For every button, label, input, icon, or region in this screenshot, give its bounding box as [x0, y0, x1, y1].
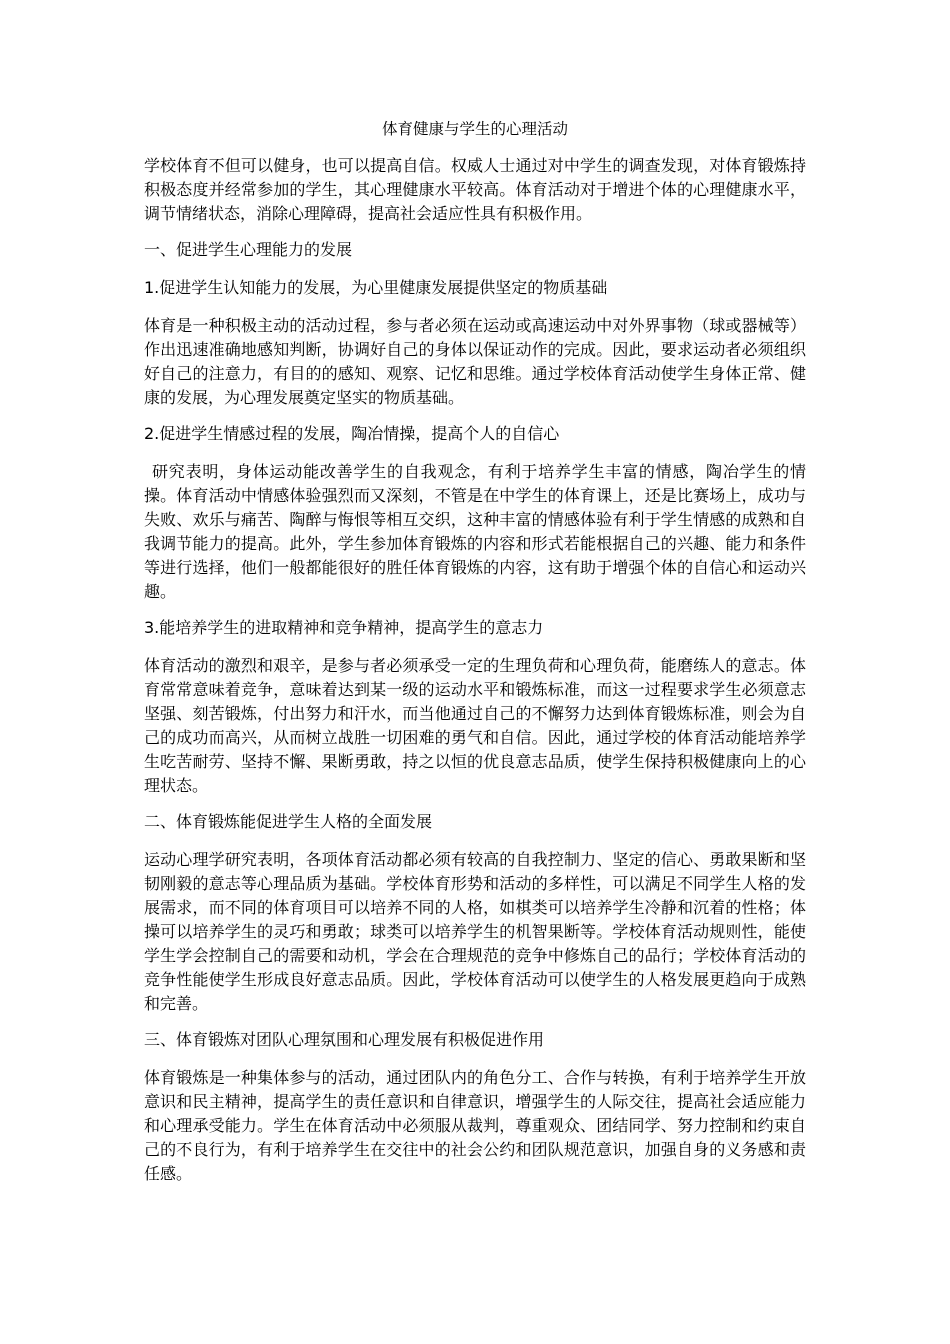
- subsection2-heading: 2.促进学生情感过程的发展，陶冶情操，提高个人的自信心: [144, 424, 560, 443]
- document-title: 体育健康与学生的心理活动: [381, 120, 568, 138]
- section3-body: 体育锻炼是一种集体参与的活动，通过团队内的角色分工、合作与转换，有利于培养学生开放意识和民主精神，提高学生的责任意识和自律意识，增强学生的人际交往，提高社会适应能力和心理承受能力。学生在体育活动中必须服从裁判，尊重观众、团结同学、努力控制和约束自己的不良行为，有利于培养学生在交往中的社会公约和团队规范意识，加强自身的义务感和责任感。: [144, 1068, 806, 1183]
- subsection3-heading: 3.能培养学生的进取精神和竞争精神，提高学生的意志力: [144, 618, 544, 637]
- subsection1-body: 体育是一种积极主动的活动过程，参与者必须在运动或高速运动中对外界事物（球或器械等）作出迅速准确地感知判断，协调好自己的身体以保证动作的完成。因此，要求运动者必须组织好自己的注意力，有目的的感知、观察、记忆和思维。通过学校体育活动使学生身体正常、健康的发展，为心理发展奠定坚实的物质基础。: [144, 316, 806, 407]
- section2-body: 运动心理学研究表明，各项体育活动都必须有较高的自我控制力、坚定的信心、勇敢果断和坚韧刚毅的意志等心理品质为基础。学校体育形势和活动的多样性，可以满足不同学生人格的发展需求，而不同的体育项目可以培养不同的人格，如棋类可以培养学生冷静和沉着的性格；体操可以培养学生的灵巧和勇敢；球类可以培养学生的机智果断等。学校体育活动规则性，能使学生学会控制自己的需要和动机，学会在合理规范的竞争中修炼自己的品行；学校体育活动的竞争性能使学生形成良好意志品质。因此，学校体育活动可以使学生的人格发展更趋向于成熟和完善。: [144, 850, 806, 1013]
- section1-heading: 一、促进学生心理能力的发展: [144, 240, 353, 259]
- subsection3-body: 体育活动的激烈和艰辛，是参与者必须承受一定的生理负荷和心理负荷，能磨练人的意志。体育常常意味着竞争，意味着达到某一级的运动水平和锻炼标准，而这一过程要求学生必须意志坚强、刻苦锻炼，付出努力和汗水，而当他通过自己的不懈努力达到体育锻炼标准，则会为自己的成功而高兴，从而树立战胜一切困难的勇气和自信。因此，通过学校的体育活动能培养学生吃苦耐劳、坚持不懈、果断勇敢，持之以恒的优良意志品质，使学生保持积极健康向上的心理状态。: [144, 656, 806, 795]
- subsection1-heading: 1.促进学生认知能力的发展，为心里健康发展提供坚定的物质基础: [144, 278, 608, 297]
- subsection2-body: 研究表明，身体运动能改善学生的自我观念，有利于培养学生丰富的情感，陶冶学生的情操。体育活动中情感体验强烈而又深刻，不管是在中学生的体育课上，还是比赛场上，成功与失败、欢乐与痛苦、陶醉与悔恨等相互交织，这种丰富的情感体验有利于学生情感的成熟和自我调节能力的提高。此外，学生参加体育锻炼的内容和形式若能根据自己的兴趣、能力和条件等进行选择，他们一般都能很好的胜任体育锻炼的内容，这有助于增强个体的自信心和运动兴趣。: [144, 462, 806, 601]
- intro-paragraph: 学校体育不但可以健身，也可以提高自信。权威人士通过对中学生的调查发现，对体育锻炼持积极态度并经常参加的学生，其心理健康水平较高。体育活动对于增进个体的心理健康水平，调节情绪状态，消除心理障碍，提高社会适应性具有积极作用。: [144, 156, 806, 223]
- section2-heading: 二、体育锻炼能促进学生人格的全面发展: [144, 812, 433, 831]
- section3-heading: 三、体育锻炼对团队心理氛围和心理发展有积极促进作用: [144, 1030, 545, 1049]
